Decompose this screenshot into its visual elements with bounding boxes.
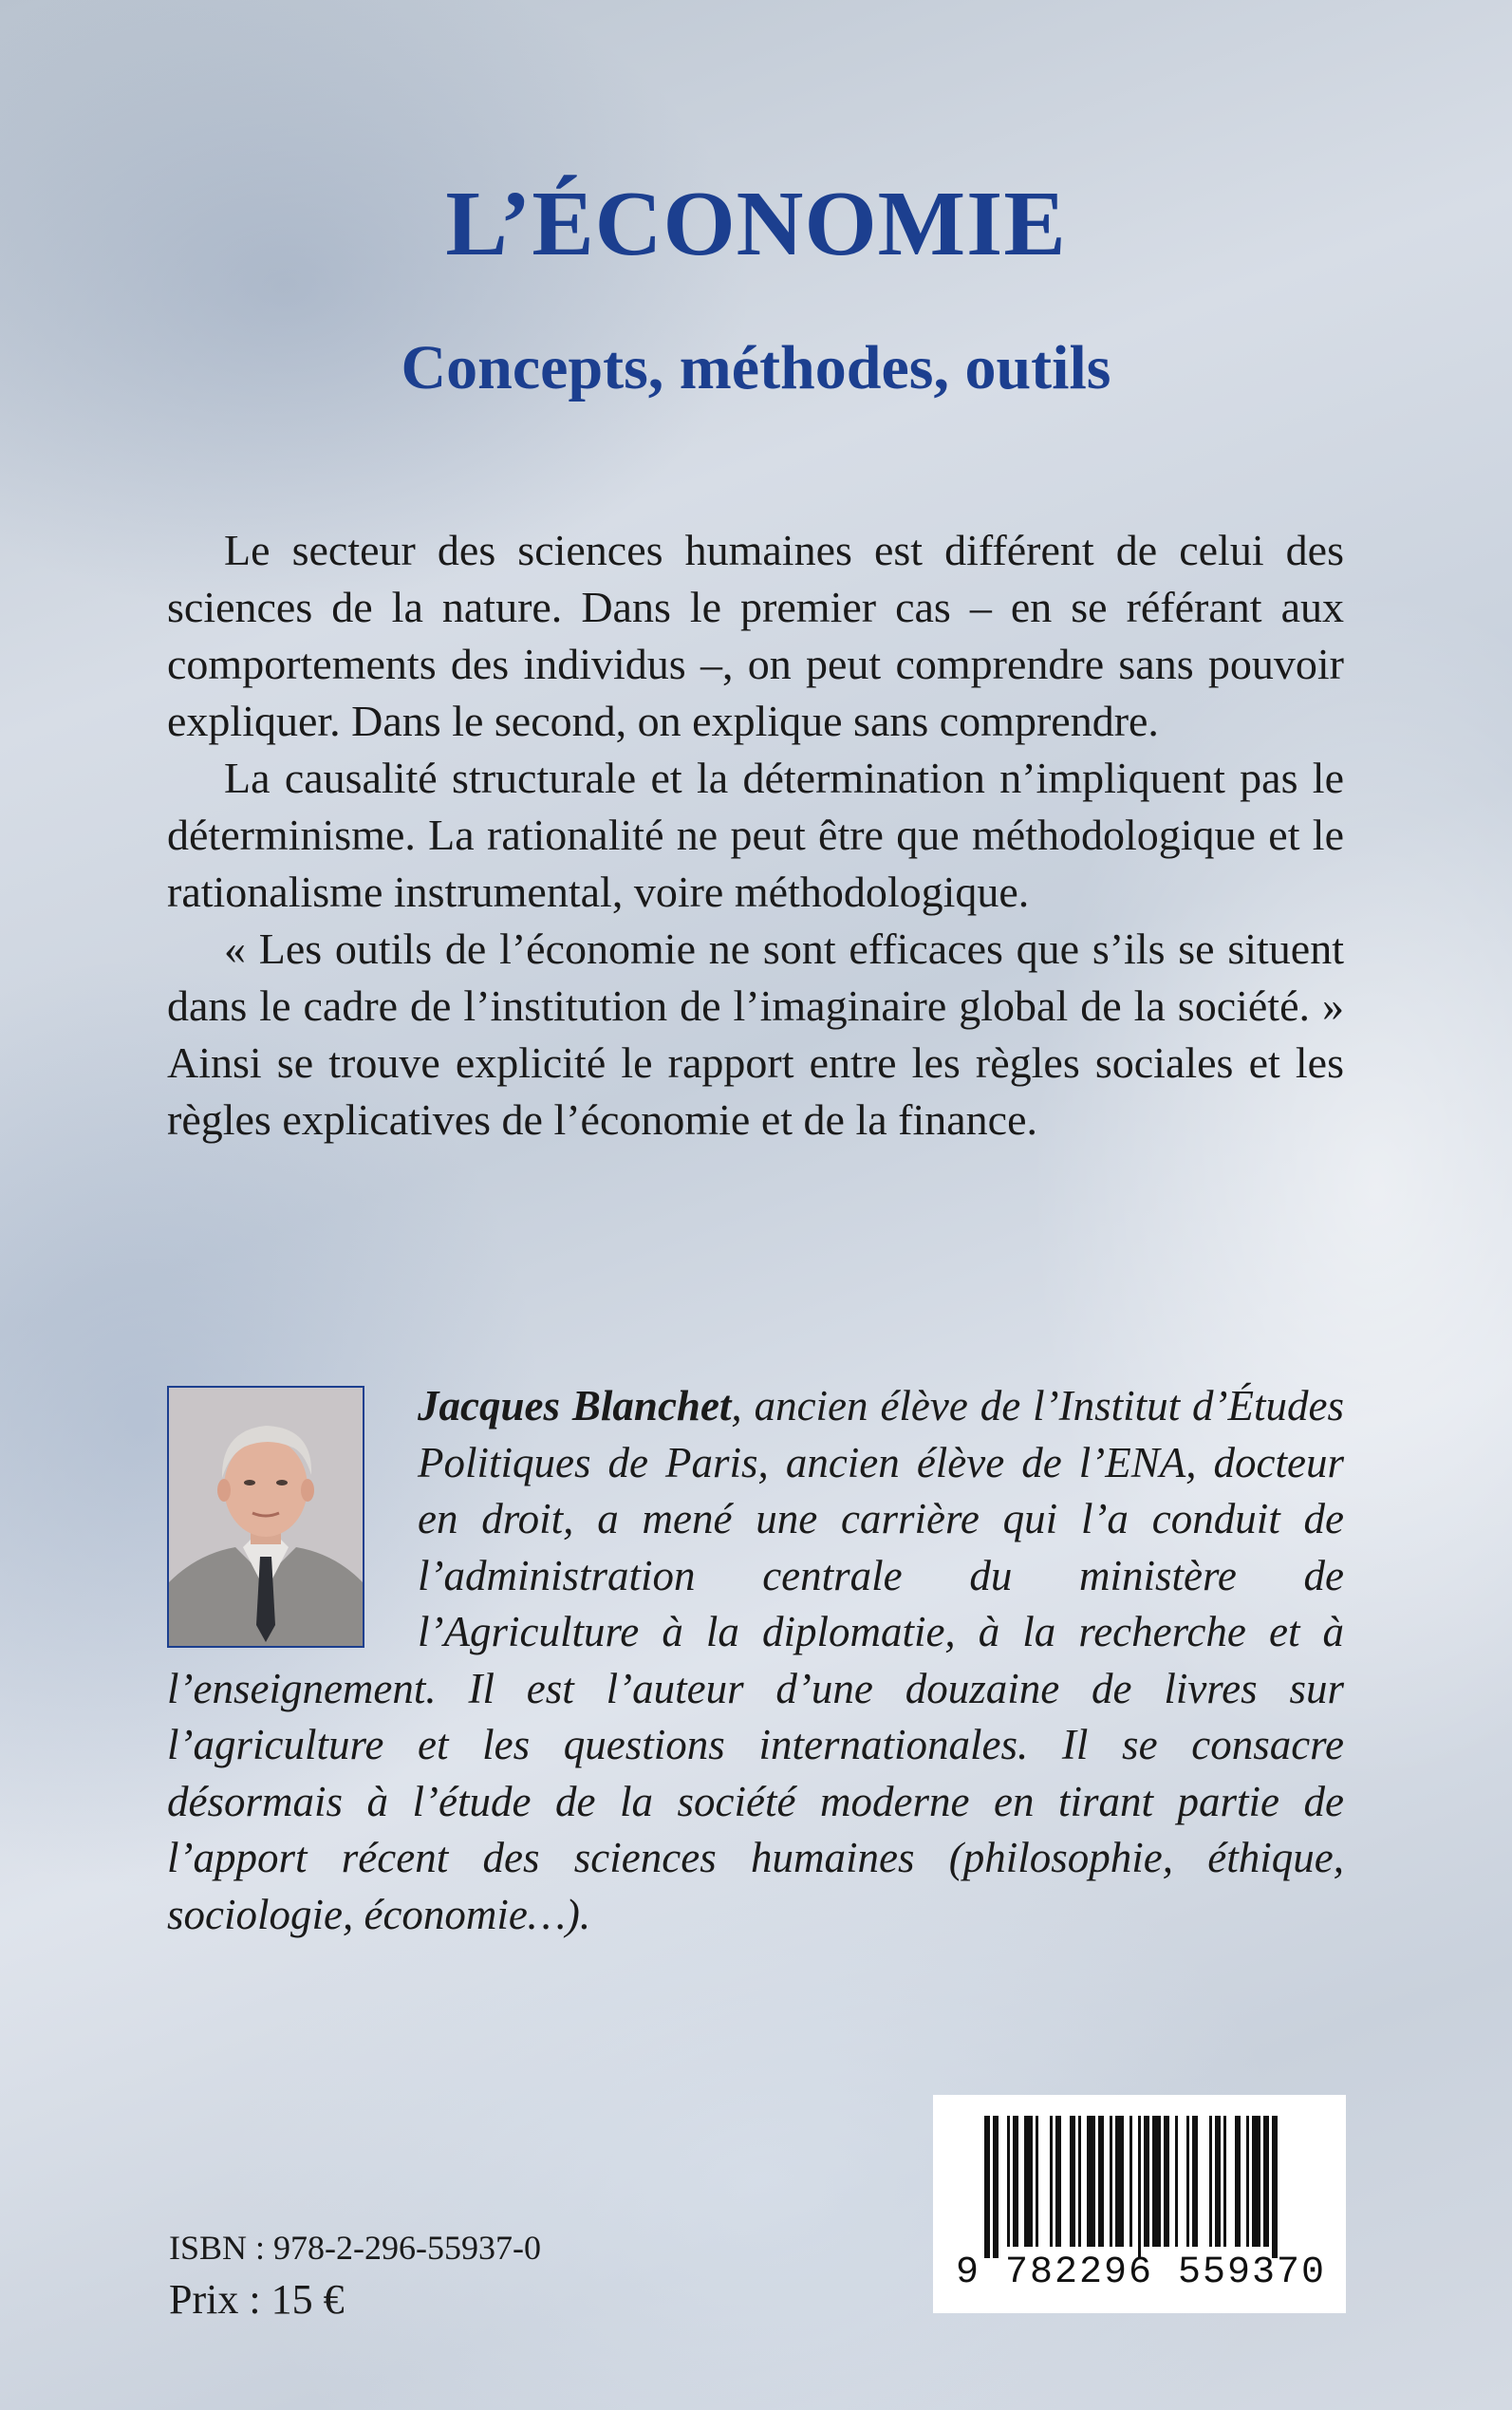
summary-text [167,522,1344,1149]
barcode-bar [1209,2116,1212,2247]
author-photo [167,1386,364,1648]
book-title: L’ÉCONOMIE [445,173,1067,275]
barcode-bar [993,2116,999,2258]
barcode-bar [1252,2116,1260,2247]
barcode-bar [1129,2116,1132,2247]
author-bio-text: , ancien élève de l’Institut d’Études Politiques de Paris, ancien élève de l’ENA, docteur en droit, a mené une carrière qui l’a conduit de l’administration centrale du ministère de l’Agriculture à la diplomatie, à la recherche et à l’enseignement. Il est l’auteur d’une douzaine de livres sur l’agriculture et les questions internationales. Il se consacre désormais à l’étude de la société moderne en tirant partie de l’apport récent des sciences humaines (philosophie, éthique, sociologie, économie…). [167,1382,1344,1938]
barcode-bar [1175,2116,1178,2247]
summary-paragraph: La causalité structurale et la détermination n’impliquent pas le déterminisme. La rationalité ne peut être que méthodologique et le rationalisme instrumental, voire méthodologique. [167,754,1344,916]
price: Prix : 15 € [169,2276,345,2323]
barcode-bar [1070,2116,1075,2247]
author-bio [167,1378,1344,1943]
barcode-bar [1192,2116,1198,2247]
isbn: ISBN : 978-2-296-55937-0 [169,2229,541,2267]
barcode-bar [1235,2116,1241,2247]
barcode-bar [1223,2116,1226,2247]
barcode-bar [1007,2116,1010,2247]
summary-paragraph: Le secteur des sciences humaines est différent de celui des sciences de la nature. Dans le premier cas – en se référant aux comportements des individus –, on peut comprendre sans pouvoir expliquer. Dans le second, on explique sans comprendre. [167,526,1344,745]
barcode-bar [1186,2116,1189,2247]
barcode-bar [1263,2116,1269,2247]
barcode-bar [1246,2116,1249,2247]
barcode-bar [1036,2116,1038,2247]
barcode-bar [984,2116,990,2258]
barcode-bar [1152,2116,1161,2247]
barcode-bar [1164,2116,1169,2247]
summary-paragraph: « Les outils de l’économie ne sont efficaces que s’ils se situent dans le cadre de l’institution de l’imaginaire global de la société. » Ainsi se trouve explicité le rapport entre les règles sociales et les règles explicatives de l’économie et de la finance. [167,925,1344,1144]
barcode-bar [1050,2116,1053,2247]
barcode-bar [1272,2116,1278,2258]
barcode-bar [1024,2116,1033,2247]
barcode-bar [1144,2116,1149,2247]
barcode-bar [1115,2116,1124,2247]
barcode-digits: 9 782296 559370 [956,2251,1327,2294]
barcode-bar [1078,2116,1081,2247]
author-name: Jacques Blanchet [418,1382,732,1429]
barcode-bar [1055,2116,1061,2247]
barcode-bar [1138,2116,1141,2258]
barcode-bar [1087,2116,1095,2247]
barcode-bar [1215,2116,1221,2247]
barcode [933,2095,1346,2313]
barcode-bar [1110,2116,1112,2247]
barcode-bar [1098,2116,1104,2247]
book-subtitle: Concepts, méthodes, outils [401,333,1111,402]
barcode-bar [1013,2116,1018,2247]
